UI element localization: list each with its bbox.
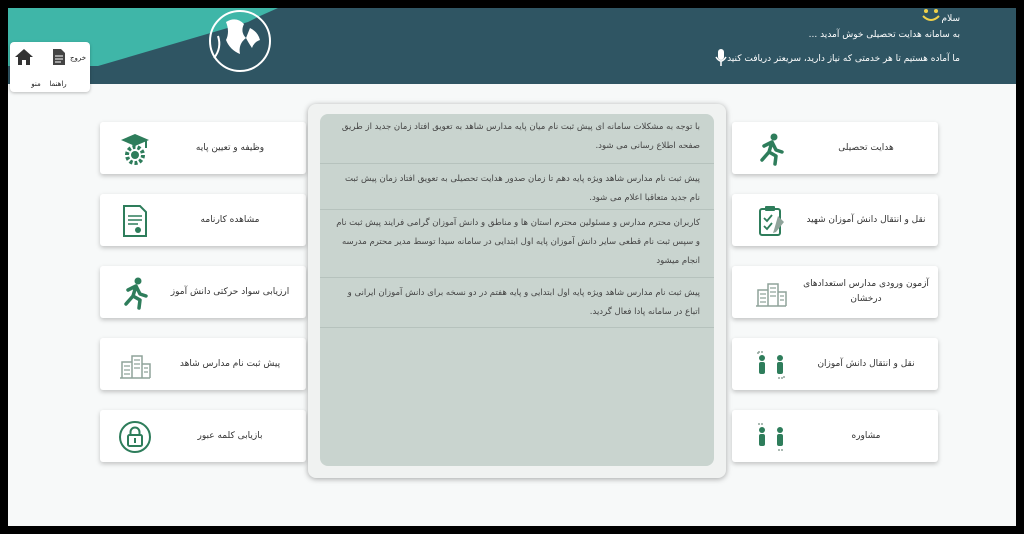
card-label: بازیابی کلمه عبور <box>197 430 263 441</box>
guide-label: راهنما <box>49 80 67 88</box>
document-icon <box>52 48 66 66</box>
greeting-text: سلام <box>941 14 960 24</box>
card-label: مشاهده کارنامه <box>200 214 260 225</box>
card-label: مشاوره <box>851 430 881 441</box>
card-password-recovery[interactable] <box>100 410 306 462</box>
header-teal-wave <box>8 8 1016 84</box>
menu-label: منو <box>31 80 41 88</box>
top-nav-box <box>10 42 90 92</box>
card-student-transfer[interactable] <box>732 338 938 390</box>
card-label: ارزیابی سواد حرکتی دانش آموز <box>170 286 290 297</box>
card-martyr-student-transfer[interactable] <box>732 194 938 246</box>
school-building-icon <box>754 276 788 310</box>
padlock-icon <box>118 420 152 454</box>
card-label: پیش ثبت نام مدارس شاهد <box>179 358 281 369</box>
card-motor-literacy[interactable] <box>100 266 306 318</box>
card-label: وظیفه و تعیین پایه <box>195 142 265 153</box>
service-ready-text: ما آماده هستیم تا هر خدمتی که نیاز دارید، سریعتر دریافت کنید <box>727 54 960 64</box>
card-gifted-schools-exam[interactable] <box>732 266 938 318</box>
card-academic-guidance[interactable] <box>732 122 938 174</box>
card-consulting[interactable] <box>732 410 938 462</box>
welcome-text: به سامانه هدایت تحصیلی خوش آمدید ... <box>808 30 960 40</box>
card-grade-assignment[interactable] <box>100 122 306 174</box>
logout-label[interactable]: خروج <box>70 54 87 62</box>
report-card-icon <box>118 204 152 238</box>
announcement-item: پیش ثبت نام مدارس شاهد ویژه پایه اول ابتدایی و پایه هفتم در دو نسخه برای دانش آموزان ایرانی و اتباع در سامانه پادا فعال گردید. <box>320 284 714 328</box>
card-label: آزمون ورودی مدارس استعدادهای درخشان <box>803 279 929 304</box>
announcement-item: کاربران محترم مدارس و مسئولین محترم استان ها و مناطق و دانش آموزان گرامی فرایند پیش ثبت نام و سپس ثبت نام قطعی سایر دانش آموزان پایه اول ابتدایی در سامانه سیدا توسط مدیر محترم مدرسه انجام میشود <box>320 214 714 278</box>
home-icon <box>14 48 34 66</box>
clipboard-icon <box>754 204 788 238</box>
graduation-gear-icon <box>118 132 152 166</box>
announcements-list <box>320 114 714 466</box>
school-building-icon <box>118 348 152 382</box>
card-report-card[interactable] <box>100 194 306 246</box>
app-window <box>8 8 1016 526</box>
header-banner <box>8 8 1016 84</box>
announcements-panel <box>308 104 726 478</box>
transfer-students-icon <box>754 348 788 382</box>
card-shahed-preregistration[interactable] <box>100 338 306 390</box>
microphone-icon <box>714 48 728 68</box>
guide-button[interactable] <box>50 46 86 90</box>
globe-logo-icon <box>204 8 276 74</box>
card-label: نقل و انتقال دانش آموزان <box>817 358 915 369</box>
runner-icon <box>754 132 788 166</box>
consulting-icon <box>754 420 788 454</box>
runner-icon <box>118 276 152 310</box>
smiley-icon <box>920 8 942 22</box>
announcement-item: با توجه به مشکلات سامانه ای پیش ثبت نام میان پایه مدارس شاهد به تعویق افتاد زمان جدید از طریق صفحه اطلاع رسانی می شود. <box>320 118 714 164</box>
card-label: نقل و انتقال دانش آموزان شهید <box>806 214 926 225</box>
card-label: هدایت تحصیلی <box>838 142 894 153</box>
announcement-item: پیش ثبت نام مدارس شاهد ویژه پایه دهم تا زمان صدور هدایت تحصیلی به تعویق افتاد زمان پیش ثبت نام جدید متعاقبا اعلام می شود. <box>320 170 714 210</box>
